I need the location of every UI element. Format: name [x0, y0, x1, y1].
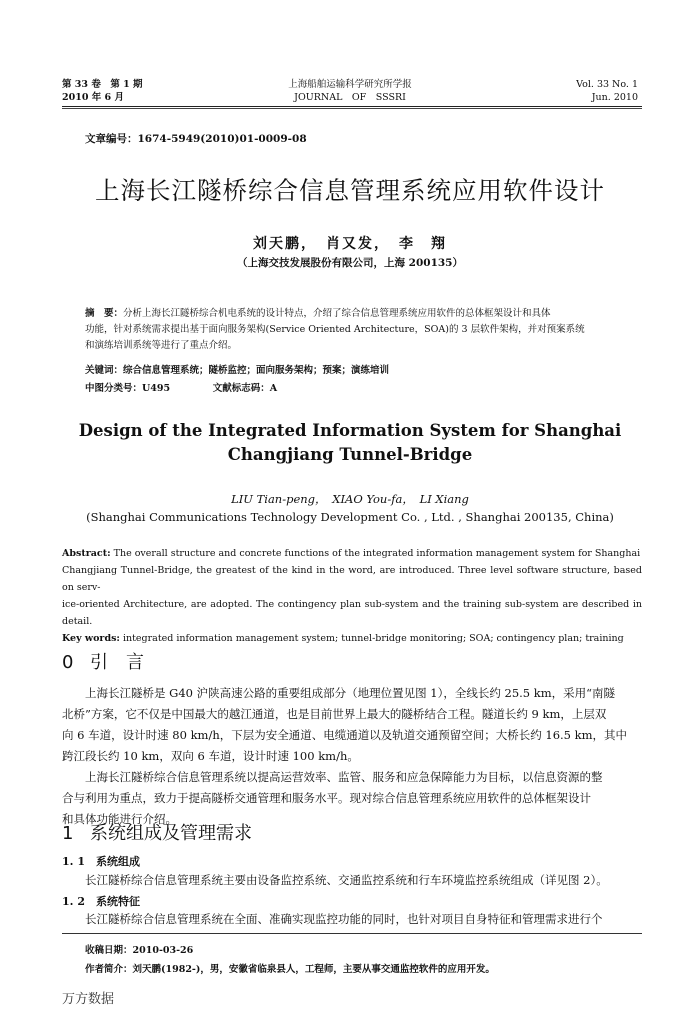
text-line: 上海长江隧桥是 G40 沪陕高速公路的重要组成部分（地理位置见图 1），全线长约 25.5 km，采用“南隧: [62, 686, 616, 700]
journal-issue-en: [576, 78, 638, 104]
authors-en: LIU Tian-peng， XIAO You-fa， LI Xiang: [231, 492, 469, 506]
abstract-en-label: Abstract:: [62, 548, 111, 559]
keywords-cn-label: 关键词：: [85, 365, 124, 376]
doc-code-value: A: [269, 383, 278, 394]
text-line: 合与利用为重点，致力于提高隧桥交通管理和服务水平。现对综合信息管理系统应用软件的总体框架设计: [62, 791, 591, 805]
text-line: 跨江段长约 10 km，双向 6 车道，设计时速 100 km/h。: [62, 749, 359, 763]
affiliation-en: (Shanghai Communications Technology Development Co. , Ltd. , Shanghai 200135, China): [86, 510, 614, 524]
paper-title-en: [0, 419, 700, 467]
section-1-heading: [62, 819, 252, 845]
section-title: 引 言: [90, 652, 144, 673]
text-line: 和具体功能进行介绍。: [62, 812, 177, 826]
section-number: 1: [62, 823, 74, 844]
footnote-rule: [62, 933, 642, 934]
article-number: 文章编号：1674-5949(2010)01-0009-08: [85, 133, 307, 145]
intro-paragraph-1: [62, 683, 644, 767]
author-intro: 作者简介：刘天鹏(1982-)，男，安徽省临泉县人，工程师，主要从事交通监控软件的应用开发。: [85, 964, 495, 975]
text-line: 向 6 车道，设计时速 80 km/h，下层为安全通道、电缆通道以及轨道交通预留空间；大桥长约 16.5 km，其中: [62, 728, 628, 742]
abstract-cn-text: 分析上海长江隧桥综合机电系统的设计特点，介绍了综合信息管理系统应用软件的总体框架设计和具体: [123, 308, 551, 319]
journal-date: 2010 年 6 月: [62, 92, 124, 103]
subsection-1-2-title: 1. 2 系统特征: [62, 895, 140, 908]
keywords-cn: [85, 362, 389, 376]
keywords-en-text: integrated information management system; tunnel-bridge monitoring; SOA; contingency plan; training: [119, 633, 624, 644]
paper-title-cn: 上海长江隧桥综合信息管理系统应用软件设计: [95, 176, 605, 205]
abstract-cn-line: 功能，针对系统需求提出基于面向服务架构(Service Oriented Architecture，SOA)的 3 层软件架构，并对预案系统: [85, 324, 585, 335]
text-line: 北桥”方案，它不仅是中国最大的越江通道，也是目前世界上最大的隧桥结合工程。隧道长约 9 km，上层双: [62, 707, 607, 721]
keywords-cn-text: 综合信息管理系统；隧桥监控；面向服务架构；预案；演练培训: [123, 365, 390, 376]
journal-name-cn: 上海船舶运输科学研究所学报: [288, 79, 412, 90]
header-rule-thin: [62, 108, 642, 109]
abstract-cn-line: 和演练培训系统等进行了重点介绍。: [85, 340, 238, 351]
text-line: 上海长江隧桥综合信息管理系统以提高运营效率、监管、服务和应急保障能力为目标，以信息资源的整: [62, 770, 603, 784]
classification: [85, 380, 277, 394]
abstract-en-line: Changjiang Tunnel-Bridge, the greatest of the kind in the word, are introduced. Three level software structure, based on serv-: [62, 565, 642, 593]
clc-label: 中图分类号：: [85, 383, 143, 394]
abstract-cn-line: [85, 306, 625, 322]
paper-title-en-line1: Design of the Integrated Information System for Shanghai: [78, 421, 622, 440]
abstract-en: [62, 545, 642, 647]
keywords-en-label: Key words:: [62, 633, 120, 644]
section-0-heading: [62, 648, 144, 674]
section-number: 0: [62, 652, 74, 673]
journal-volume-en: Vol. 33 No. 1: [576, 79, 638, 90]
abstract-cn-label: 摘 要：: [85, 308, 124, 319]
abstract-en-line: [62, 545, 642, 562]
keywords-en: [62, 630, 642, 647]
received-date: 收稿日期：2010-03-26: [85, 945, 194, 956]
journal-date-en: Jun. 2010: [591, 92, 638, 103]
watermark: 万方数据: [62, 992, 115, 1007]
abstract-en-text: The overall structure and concrete functions of the integrated information management system for Shanghai: [110, 548, 641, 559]
abstract-cn: [85, 306, 625, 354]
affiliation-cn: （上海交技发展股份有限公司，上海 200135）: [237, 257, 463, 269]
subsection-1-1-title: 1. 1 系统组成: [62, 855, 140, 868]
abstract-en-line: ice-oriented Architecture, are adopted. The contingency plan sub-system and the training sub-system are described in detail.: [62, 599, 642, 627]
journal-volume: 第 33 卷 第 1 期: [62, 79, 143, 90]
doc-code-label: 文献标志码：: [212, 383, 270, 394]
header-rule: [62, 106, 642, 107]
journal-name-en: JOURNAL OF SSSRI: [294, 92, 406, 103]
clc-value: U495: [142, 383, 171, 394]
subsection-1-1-text: 长江隧桥综合信息管理系统主要由设备监控系统、交通监控系统和行车环境监控系统组成（详见图 2）。: [85, 873, 608, 887]
paper-title-en-line2: Changjiang Tunnel-Bridge: [227, 445, 473, 464]
section-title: 系统组成及管理需求: [90, 823, 252, 844]
subsection-1-2-text: 长江隧桥综合信息管理系统在全面、准确实现监控功能的同时，也针对项目自身特征和管理需求进行个: [85, 912, 603, 926]
authors-cn: 刘天鹏， 肖又发， 李 翔: [253, 236, 447, 252]
